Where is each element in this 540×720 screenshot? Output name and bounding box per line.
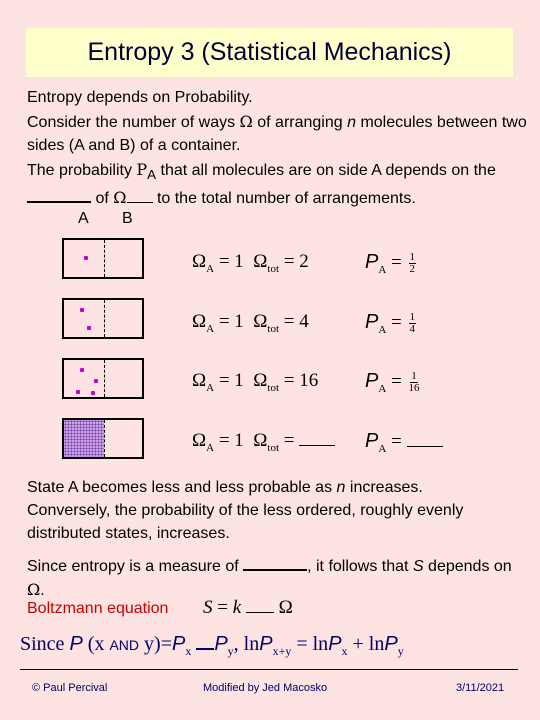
molecule-dot — [76, 390, 80, 394]
molecule-dot — [94, 379, 98, 383]
row-2-probability: $P_A$ = $\frac{1}{4}$ — [365, 311, 416, 336]
footer-modified: Modified by Jed Macosko — [203, 682, 328, 694]
boltzmann-blank — [246, 602, 274, 613]
molecule-dot — [87, 326, 91, 330]
row-3-equation: $\Omega_A = 1$ $\Omega_{tot} = 16$ — [192, 370, 319, 394]
row-2-equation: $\Omega_A = 1$ $\Omega_{tot} = 4$ — [192, 311, 309, 335]
column-b-label: B — [122, 210, 133, 227]
lower-text — [27, 476, 527, 602]
molecule-dot — [80, 308, 84, 312]
intro-text — [27, 86, 527, 211]
fill-blank-3 — [243, 555, 307, 571]
molecule-dot — [80, 368, 84, 372]
slide-title: Entropy 3 (Statistical Mechanics) — [87, 38, 452, 66]
boltzmann-equation: S = k Ω — [203, 597, 293, 618]
since-blank — [196, 638, 214, 650]
footer-divider — [20, 669, 518, 670]
container-box-3 — [62, 358, 144, 399]
intro-line-2: Consider the number of ways Ω of arranging n molecules between two sides (A and B) of a container. — [27, 111, 527, 154]
column-a-label: A — [78, 210, 89, 227]
molecule-dot — [84, 256, 88, 260]
row-1-equation: $\Omega_A = 1$ $\Omega_{tot} = 2$ — [192, 251, 309, 275]
intro-line-1: Entropy depends on Probability. — [27, 89, 253, 106]
probability-blank — [407, 434, 443, 447]
container-box-4 — [62, 418, 144, 459]
container-box-2 — [62, 298, 144, 339]
partition-line — [104, 300, 105, 337]
fill-blank-1 — [27, 187, 91, 203]
partition-line — [104, 420, 105, 457]
container-box-1 — [62, 238, 144, 279]
lower-line-2: Conversely, the probability of the less ordered, roughly evenly distributed states, increases. — [27, 502, 464, 542]
lower-line-1: State A becomes less and less probable as n increases. — [27, 479, 423, 496]
fill-blank-2 — [127, 188, 153, 203]
row-3-probability: $P_A$ = $\frac{1}{16}$ — [365, 370, 420, 395]
intro-line-3: The probability $P_A$ that all molecules are on side A depends on the of Ω to the total number of arrangements. — [27, 159, 496, 208]
boltzmann-label: Boltzmann equation — [27, 600, 169, 617]
row-1-probability: $P_A$ = $\frac{1}{2}$ — [365, 251, 416, 276]
title-box — [26, 28, 513, 77]
partition-line — [104, 360, 105, 397]
footer-date: 3/11/2021 — [456, 682, 505, 694]
footer-author: © Paul Percival — [32, 682, 108, 694]
omega-tot-blank — [299, 433, 335, 446]
lower-line-3: Since entropy is a measure of , it follows that S depends on Ω. — [27, 555, 527, 602]
row-4-equation: $\Omega_A = 1$ $\Omega_{tot}$ = — [192, 430, 335, 454]
crowded-molecules-fill — [64, 420, 104, 457]
since-equation: Since P (x AND $y)=P_x$ $P_y$, lnP$_{x+y}$ = lnP$_x$ + lnP$_y$ — [20, 633, 404, 658]
partition-line — [104, 240, 105, 277]
molecule-dot — [91, 391, 95, 395]
row-4-probability: $P_A$ = — [365, 430, 443, 455]
